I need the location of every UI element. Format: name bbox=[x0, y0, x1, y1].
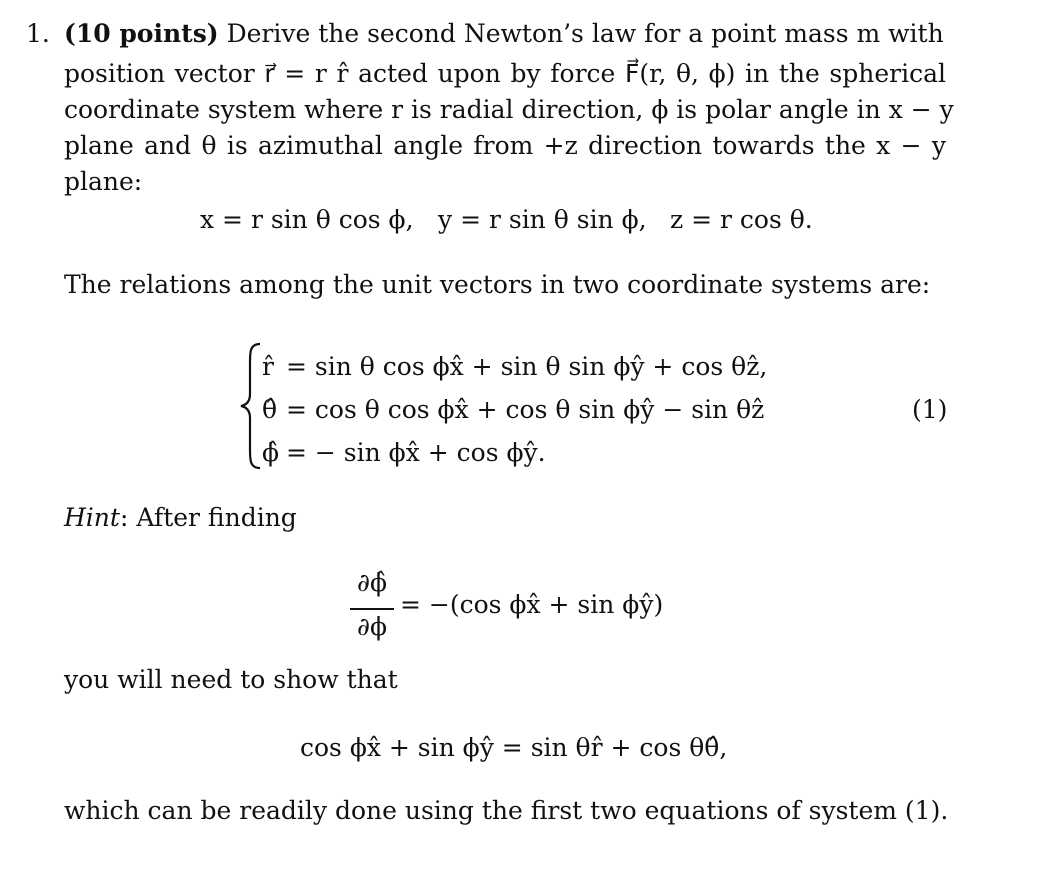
left-brace bbox=[240, 342, 264, 470]
hint-text: : After finding bbox=[119, 503, 297, 532]
intro-line-1: Derive the second Newton’s law for a point mass m with bbox=[226, 19, 944, 48]
problem-heading-line bbox=[64, 19, 946, 48]
closing-text: which can be readily done using the first two equations of system (1). bbox=[64, 796, 949, 825]
system-eq2-lhs: θ̂ bbox=[262, 395, 278, 424]
intro-line-3: coordinate system where r is radial direction, ϕ is polar angle in x − y bbox=[64, 95, 954, 124]
transform-y: y = r sin θ sin ϕ, bbox=[438, 205, 647, 234]
derivative-rhs: = −(cos ϕx̂ + sin ϕŷ) bbox=[400, 590, 664, 619]
points-label: (10 points) bbox=[64, 19, 219, 48]
derivative-denominator: ∂ϕ bbox=[357, 612, 387, 641]
intro-line-5: plane: bbox=[64, 167, 143, 196]
hint-label: Hint bbox=[64, 503, 120, 532]
system-eq2-rhs: = cos θ cos ϕx̂ + cos θ sin ϕŷ − sin θẑ bbox=[286, 395, 765, 424]
system-eq1-rhs: = sin θ cos ϕx̂ + sin θ sin ϕŷ + cos θẑ, bbox=[286, 352, 768, 381]
identity-equation: cos ϕx̂ + sin ϕŷ = sin θr̂ + cos θθ̂, bbox=[300, 733, 728, 762]
transform-x: x = r sin θ cos ϕ, bbox=[200, 205, 414, 234]
intro-line-4: plane and θ is azimuthal angle from +z direction towards the x − y bbox=[64, 131, 946, 160]
fraction-bar bbox=[350, 608, 394, 610]
relations-text: The relations among the unit vectors in two coordinate systems are: bbox=[64, 270, 931, 299]
system-eq3-rhs: = − sin ϕx̂ + cos ϕŷ. bbox=[286, 438, 546, 467]
intro-line-2: position vector r⃗ = r r̂ acted upon by force F⃗(r, θ, ϕ) in the spherical bbox=[64, 59, 947, 88]
system-eq1-lhs: r̂ bbox=[262, 352, 274, 381]
derivative-numerator: ∂ϕ̂ bbox=[357, 568, 387, 597]
transform-z: z = r cos θ. bbox=[670, 205, 813, 234]
show-text: you will need to show that bbox=[64, 665, 398, 694]
hint-line bbox=[64, 503, 297, 532]
equation-label: (1) bbox=[912, 395, 948, 424]
system-eq3-lhs: ϕ̂ bbox=[262, 438, 280, 467]
problem-number: 1. bbox=[26, 19, 50, 48]
